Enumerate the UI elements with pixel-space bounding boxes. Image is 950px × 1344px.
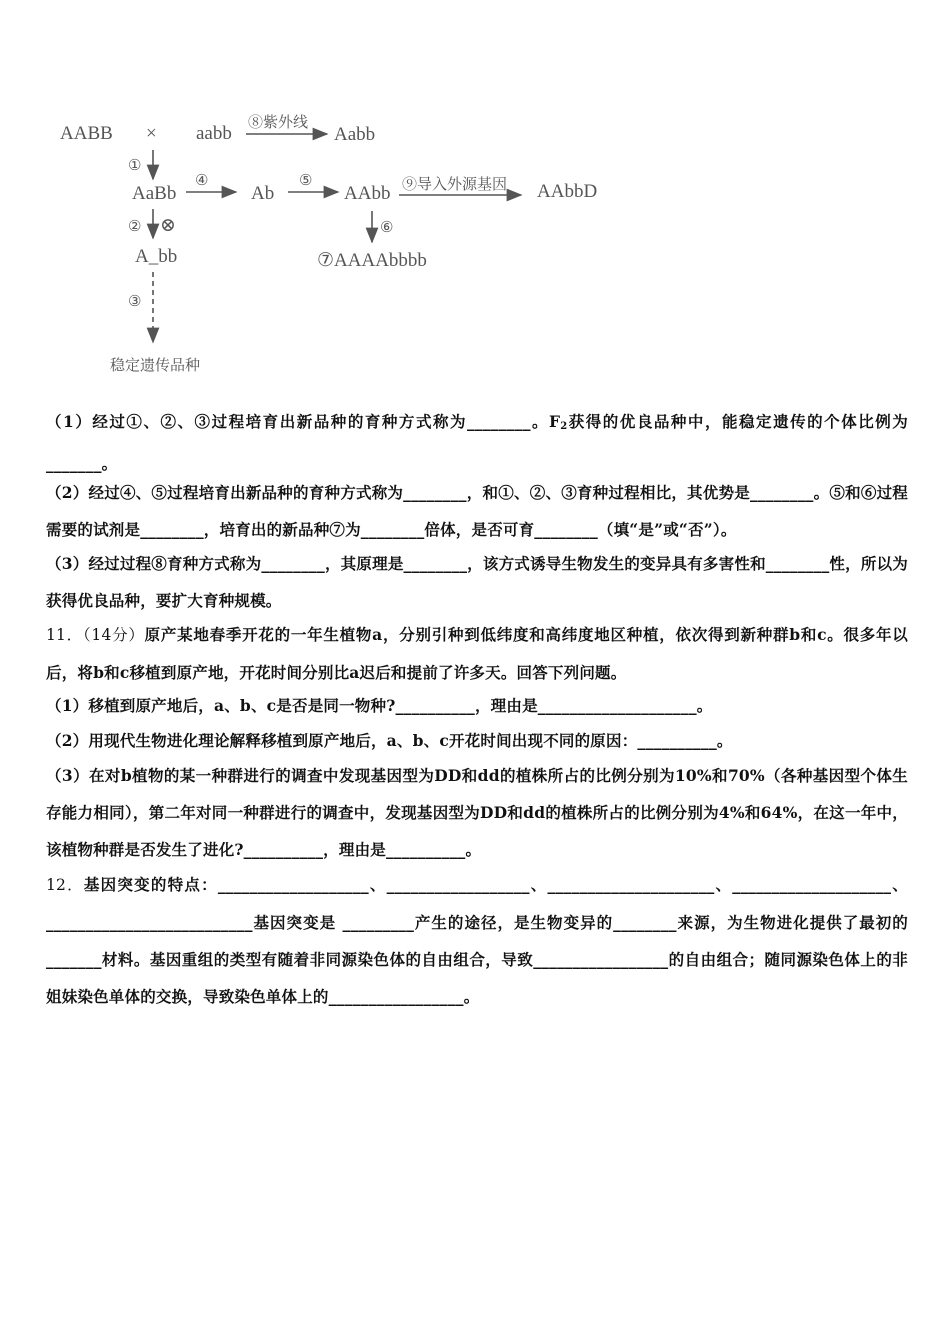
genotype-AABB: AABB bbox=[60, 123, 113, 144]
q10-part3: （3）经过过程⑧育种方式称为________，其原理是________，该方式诱导生物发生的变异具有多害性和________性，所以为获得优良品种，要扩大育种规模。 bbox=[46, 554, 908, 610]
q11-stem-text: 原产某地春季开花的一年生植物a，分别引种到低纬度和高纬度地区种植，依次得到新种群b和c。很多年以后，将b和c移植到原产地，开花时间分别比a迟后和提前了许多天。回答下列问题。 bbox=[46, 625, 908, 682]
q11-part3: （3）在对b植物的某一种群进行的调查中发现基因型为DD和dd的植株所占的比例分别为10%和70%（各种基因型个体生存能力相同），第二年对同一种群进行的调查中，发现基因型为DD和dd的植株所占的比例分别为4%和64%，在这一年中，该植物种群是否发生了进化?__________，理由是__________。 bbox=[46, 766, 908, 859]
breeding-diagram bbox=[50, 110, 630, 380]
step6-label: ⑥ bbox=[380, 220, 394, 236]
genotype-A_bb: A_bb bbox=[135, 246, 178, 267]
q11-number: 11．（14分） bbox=[46, 626, 145, 644]
q12-text: 基因突变的特点：___________________、__________________、_____________________、____________________、__________________________基因突变是 _________产生的途径，是生物变异的________来源，为生物进化提供了最初的_______材料。基因重组的类型有随着非同源染色体的自由组合，导致_________________的自由组合；随同源染色体上的非姐妹染色单体的交换，导致染色单体上的_________________。 bbox=[46, 875, 908, 1006]
stable-variety-label: 稳定遗传品种 bbox=[110, 358, 201, 374]
q11-stem bbox=[46, 616, 908, 691]
cross-symbol: × bbox=[146, 123, 157, 144]
genotype-AAbb: AAbb bbox=[344, 183, 391, 204]
genotype-AAAAbbbb: ⑦AAAAbbbb bbox=[317, 250, 427, 271]
step4-label: ④ bbox=[195, 173, 209, 189]
q10-part1-sub: 2 bbox=[560, 421, 568, 432]
step8-label: ⑧紫外线 bbox=[248, 115, 309, 131]
q11-part1: （1）移植到原产地后，a、b、c是否是同一物种?__________，理由是____________________。 bbox=[46, 696, 713, 715]
genotype-aabb: aabb bbox=[196, 123, 232, 144]
step2-label: ② bbox=[128, 219, 142, 235]
step5-label: ⑤ bbox=[299, 173, 313, 189]
q12-number: 12． bbox=[46, 876, 84, 894]
q10-part2: （2）经过④、⑤过程培育出新品种的育种方式称为________，和①、②、③育种过程相比，其优势是________。⑤和⑥过程需要的试剂是________，培育出的新品种⑦为________倍体，是否可育________（填“是”或“否”）。 bbox=[46, 483, 908, 539]
genotype-AaBb: AaBb bbox=[132, 183, 177, 204]
selfing-symbol: ⊗ bbox=[160, 215, 176, 236]
q10-part1-b: 获得的优良品种中，能稳定遗传的个体比例为_______。 bbox=[46, 412, 908, 473]
q10-part1 bbox=[46, 403, 908, 482]
step9-label: ⑨导入外源基因 bbox=[402, 177, 508, 193]
step3-label: ③ bbox=[128, 294, 142, 310]
genotype-Ab: Ab bbox=[251, 183, 275, 204]
genotype-Aabb: Aabb bbox=[334, 124, 376, 145]
q10-part1-a: （1）经过①、②、③过程培育出新品种的育种方式称为________。F bbox=[46, 412, 561, 431]
q11-part2: （2）用现代生物进化理论解释移植到原产地后，a、b、c开花时间出现不同的原因：__________。 bbox=[46, 731, 733, 750]
genotype-AAbbD: AAbbD bbox=[537, 181, 598, 202]
q12-body bbox=[46, 866, 908, 1015]
step1-label: ① bbox=[128, 158, 142, 174]
